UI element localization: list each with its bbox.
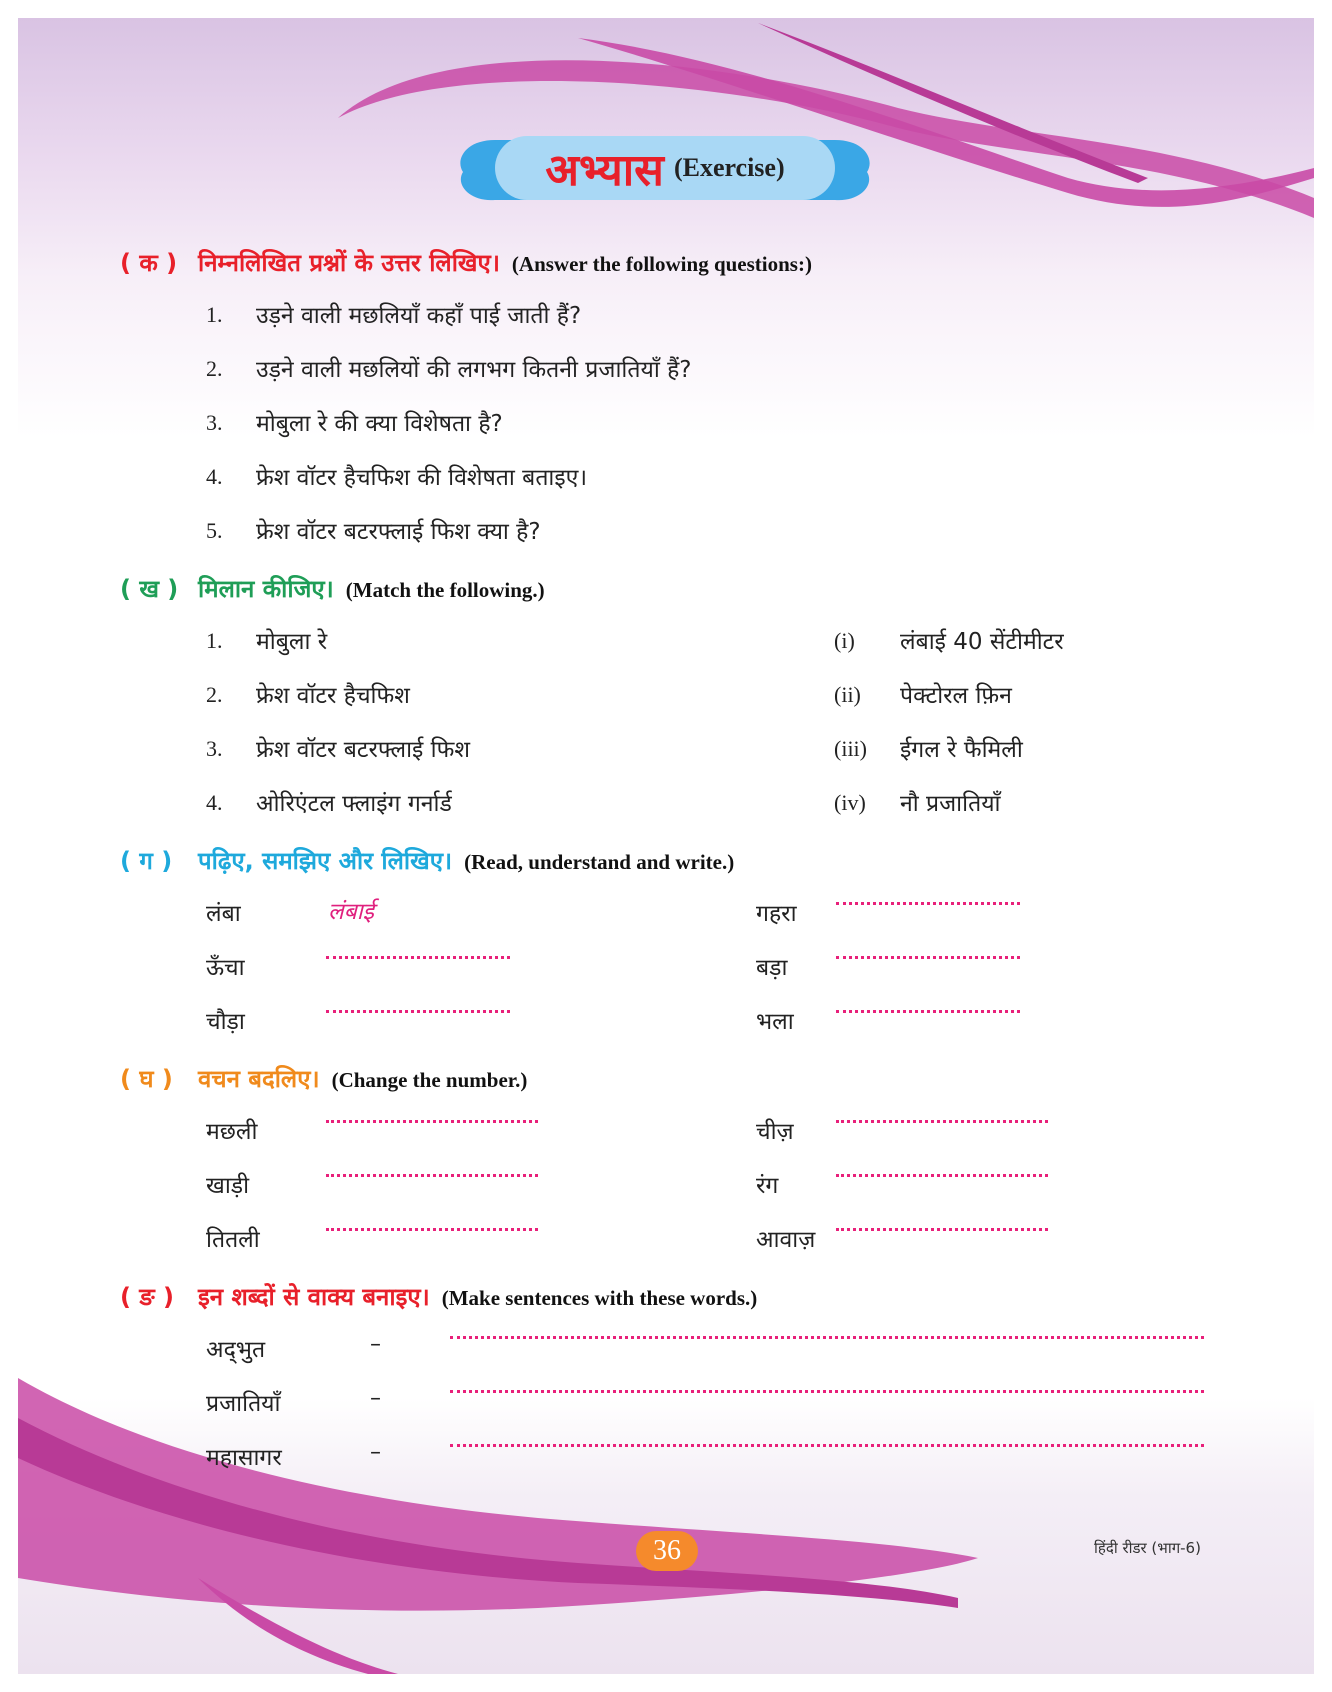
title-english: (Exercise): [673, 153, 785, 182]
answer-blank[interactable]: [836, 956, 1020, 959]
section-e-heading-hindi: इन शब्दों से वाक्य बनाइए।: [198, 1283, 430, 1311]
word-right: रंग: [756, 1173, 779, 1199]
question-text: उड़ने वाली मछलियाँ कहाँ पाई जाती हैं?: [256, 303, 582, 329]
match-right-item: नौ प्रजातियाँ: [900, 791, 1001, 817]
word-right: आवाज़: [756, 1227, 816, 1253]
match-left-number: 4.: [206, 790, 223, 815]
section-e-heading-english: (Make sentences with these words.): [441, 1286, 758, 1310]
question-text: मोबुला रे की क्या विशेषता है?: [256, 411, 503, 437]
dash: –: [370, 1440, 381, 1465]
section-d-heading-hindi: वचन बदलिए।: [198, 1065, 320, 1093]
section-c-heading-hindi: पढ़िए, समझिए और लिखिए।: [198, 847, 453, 875]
section-e-label: ( ङ ): [120, 1283, 174, 1311]
section-b-heading: [120, 572, 545, 605]
match-left-number: 3.: [206, 736, 223, 761]
page-number-badge: 36: [636, 1531, 698, 1571]
match-right-number: (ii): [834, 682, 861, 707]
sentence-blank[interactable]: [450, 1444, 1204, 1447]
match-right-item: लंबाई 40 सेंटीमीटर: [900, 629, 1064, 655]
section-b-heading-english: (Match the following.): [345, 578, 545, 602]
match-left-number: 1.: [206, 628, 223, 653]
section-d-label: ( घ ): [120, 1065, 173, 1093]
question-text: उड़ने वाली मछलियों की लगभग कितनी प्रजातियाँ हैं?: [256, 357, 692, 383]
sentence-word: महासागर: [206, 1445, 282, 1471]
title-hindi: अभ्यास: [545, 145, 664, 196]
answer-blank[interactable]: [326, 1010, 510, 1013]
word-right: गहरा: [756, 901, 797, 927]
match-right-number: (i): [834, 628, 855, 653]
section-c-heading: [120, 844, 734, 877]
answer-blank[interactable]: [326, 1120, 538, 1123]
word-left: मछली: [206, 1119, 258, 1145]
match-left-item: फ्रेश वॉटर बटरफ्लाई फिश: [256, 737, 470, 763]
section-c-heading-english: (Read, understand and write.): [464, 850, 735, 874]
match-right-number: (iii): [834, 736, 867, 761]
match-right-number: (iv): [834, 790, 866, 815]
sentence-blank[interactable]: [450, 1336, 1204, 1339]
section-a-heading-english: (Answer the following questions:): [511, 252, 812, 276]
dash: –: [370, 1386, 381, 1411]
question-text: फ्रेश वॉटर हैचफिश की विशेषता बताइए।: [256, 465, 588, 491]
answer-blank[interactable]: [326, 1174, 538, 1177]
sentence-word: अद्‌भुत: [206, 1337, 266, 1363]
question-number: 5.: [206, 518, 223, 543]
section-b-heading-hindi: मिलान कीजिए।: [198, 575, 334, 603]
match-left-number: 2.: [206, 682, 223, 707]
question-number: 1.: [206, 302, 223, 327]
word-left: लंबा: [206, 901, 241, 927]
section-d-heading-english: (Change the number.): [331, 1068, 528, 1092]
word-left: खाड़ी: [206, 1173, 250, 1199]
example-answer: लंबाई: [328, 899, 374, 925]
dash: –: [370, 1332, 381, 1357]
match-right-item: ईगल रे फैमिली: [900, 737, 1023, 763]
section-a-heading: [120, 246, 812, 279]
sentence-blank[interactable]: [450, 1390, 1204, 1393]
answer-blank[interactable]: [836, 1120, 1048, 1123]
title-pill: [495, 136, 835, 200]
question-text: फ्रेश वॉटर बटरफ्लाई फिश क्या है?: [256, 519, 541, 545]
answer-blank[interactable]: [836, 902, 1020, 905]
word-right: भला: [756, 1009, 794, 1035]
answer-blank[interactable]: [836, 1010, 1020, 1013]
answer-blank[interactable]: [836, 1174, 1048, 1177]
section-a-label: ( क ): [120, 249, 178, 277]
section-c-label: ( ग ): [120, 847, 173, 875]
section-a-heading-hindi: निम्नलिखित प्रश्नों के उत्तर लिखिए।: [198, 249, 500, 277]
word-left: चौड़ा: [206, 1009, 245, 1035]
question-number: 2.: [206, 356, 223, 381]
answer-blank[interactable]: [326, 956, 510, 959]
section-e-heading: [120, 1280, 757, 1313]
answer-blank[interactable]: [326, 1228, 538, 1231]
match-right-item: पेक्टोरल फ़िन: [900, 683, 1012, 709]
section-d-heading: [120, 1062, 527, 1095]
question-number: 3.: [206, 410, 223, 435]
match-left-item: मोबुला रे: [256, 629, 328, 655]
match-left-item: फ्रेश वॉटर हैचफिश: [256, 683, 410, 709]
answer-blank[interactable]: [836, 1228, 1048, 1231]
sentence-word: प्रजातियाँ: [206, 1391, 281, 1417]
section-b-label: ( ख ): [120, 575, 179, 603]
word-right: बड़ा: [756, 955, 788, 981]
title-banner: [455, 130, 875, 210]
word-left: ऊँचा: [206, 955, 245, 981]
word-right: चीज़: [756, 1119, 794, 1145]
word-left: तितली: [206, 1227, 260, 1253]
match-left-item: ओरिएंटल फ्लाइंग गर्नार्ड: [256, 791, 452, 817]
book-title-footer: हिंदी रीडर (भाग-6): [1094, 1539, 1201, 1557]
question-number: 4.: [206, 464, 223, 489]
